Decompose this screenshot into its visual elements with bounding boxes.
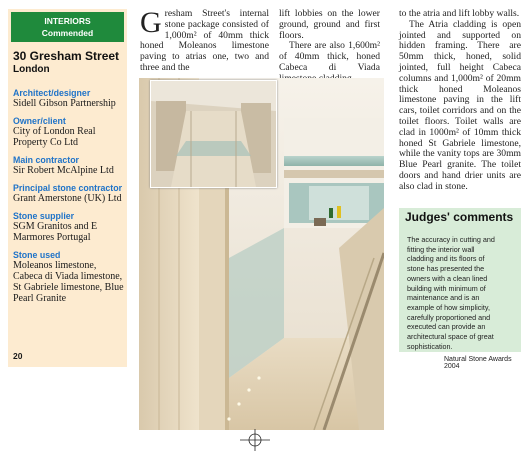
award-caption: Natural Stone Awards 2004 [444,356,512,370]
project-city: London [13,64,50,75]
credit-name: Moleanos limestone, Cabeca di Viada limestone, St Gabriele limestone, Blue Pearl Granite [13,260,124,304]
article-column-1 [140,6,269,74]
credit-name: Sidell Gibson Partnership [13,98,116,109]
credit-role: Architect/designer [13,88,91,98]
credit-stone-used [13,250,127,304]
article-column-3 [399,9,521,193]
judges-text: The accuracy in cutting and fitting the interior wall cladding and its floors of stone has presented the owners with a clean lined building with minimum of maintenance and is an example of how simplicity, carefully proportioned and executed can provide an architectural space of great sophistication. [407,235,495,351]
article-paragraph: lift lobbies on the lower ground, ground and first floors. [279,8,380,41]
article-paragraph: The Atria cladding is open jointed and supported on hidden framing. There are 50mm thick, honed, solid jointed, full height Cabeca columns and 1,000m² of 20mm thick honed Moleanos limestone paving in the lift cars, toilet corridors and on the toilet floors. Toilet walls are clad in 1000m² of 10mm thick honed St Gabriele limestone, while the vanity tops are 30mm Blue Pearl granite. The toilet doors and hand drier units are also clad in stone. [399,18,521,192]
credit-role: Principal stone contractor [13,183,123,193]
credit-name: SGM Granitos and E Marmores Portugal [13,221,98,243]
project-title: 30 Gresham Street [13,49,120,63]
badge-category: INTERIORS [44,16,91,26]
credit-owner [13,116,127,148]
credit-stone-supplier [13,211,127,243]
judges-heading: Judges' comments [405,210,514,224]
article-paragraph: There are also 1,600m² of 40mm thick, honed Cabeca di Viada [279,40,380,73]
judges-comments-box [399,208,521,352]
credit-main-contractor [13,155,127,176]
article-paragraph: to the atria and lift lobby walls. [399,8,520,19]
credits-list [13,88,127,311]
credit-stone-contractor [13,183,127,204]
project-sidebar [8,9,127,367]
badge-status: Commended [41,28,94,38]
credit-role: Main contractor [13,155,79,165]
drop-cap: G [140,6,162,39]
credit-role: Stone used [13,250,61,260]
credit-name: City of London Real Property Co Ltd [13,126,96,148]
category-badge [11,12,124,42]
crop-mark-icon [240,429,270,451]
article-text: resham Street's internal stone package consisted of 1,000m² of 40mm thick honed Moleanos limestone paving to atrias one, two and three and the [140,8,269,73]
article-column-2 [279,9,380,85]
credit-name: Sir Robert McAlpine Ltd [13,165,114,176]
page-number: 20 [13,351,23,361]
credit-role: Stone supplier [13,211,75,221]
credit-name: Grant Amerstone (UK) Ltd [13,193,122,204]
credit-architect [13,88,127,109]
inset-photo [150,80,277,188]
credit-role: Owner/client [13,116,66,126]
